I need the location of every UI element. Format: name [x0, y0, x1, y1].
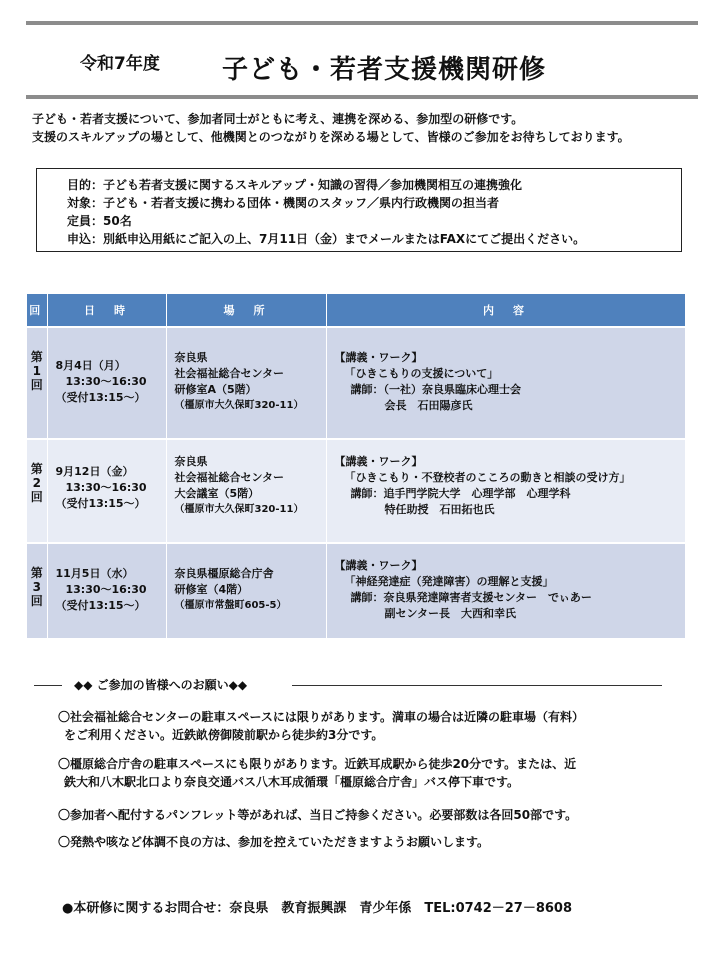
divider	[292, 685, 662, 686]
intro-line: 子ども・若者支援について、参加者同士がともに考え、連携を深める、参加型の研修です。	[32, 112, 524, 126]
schedule-table	[27, 294, 686, 640]
header-place: 場 所	[166, 294, 326, 327]
purpose-text: 目的：子ども若者支援に関するスキルアップ・知識の習得／参加機関相互の連携強化	[67, 178, 523, 192]
page-title: 子ども・若者支援機関研修	[222, 55, 547, 85]
session-content: 【講義・ワーク】 「神経発達症（発達障害）の理解と支援」 講師：奈良県発達障害者支援センター でぃあー 副センター長 大西和幸氏	[326, 543, 685, 639]
session-number: 第 2 回	[27, 439, 47, 543]
notice-health: 〇発熱や咳など体調不良の方は、参加を控えていただきますようお願いします。	[58, 835, 490, 849]
header-datetime: 日 時	[47, 294, 166, 327]
table-row	[27, 543, 685, 639]
notice-parking-center: 〇社会福祉総合センターの駐車スペースには限りがあります。満車の場合は近隣の駐車場（有料） をご利用ください。近鉄畝傍御陵前駅から徒歩約3分です。	[58, 710, 584, 742]
header-session: 回	[27, 294, 47, 327]
title-rule	[26, 95, 698, 99]
session-place: 奈良県橿原総合庁舎 研修室（4階） （橿原市常盤町605-5）	[166, 543, 326, 639]
session-place: 奈良県 社会福祉総合センター 研修室A（5階） （橿原市大久保町320-11）	[166, 327, 326, 439]
notice-heading	[34, 676, 662, 694]
notice-parking-office: 〇橿原総合庁舎の駐車スペースにも限りがあります。近鉄耳成駅から徒歩20分です。または、近 鉄大和八木駅北口より奈良交通バス八木耳成循環「橿原総合庁舎」バス停下車です。	[58, 757, 577, 789]
intro-line: 支援のスキルアップの場として、他機関とのつながりを深める場として、皆様のご参加をお待ちしております。	[32, 130, 630, 144]
session-content: 【講義・ワーク】 「ひきこもり・不登校者のこころの動きと相談の受け方」 講師：追手門学院大学 心理学部 心理学科 特任助授 石田拓也氏	[326, 439, 685, 543]
session-place: 奈良県 社会福祉総合センター 大会議室（5階） （橿原市大久保町320-11）	[166, 439, 326, 543]
session-number: 第 3 回	[27, 543, 47, 639]
contact-info: ●本研修に関するお問合せ：奈良県 教育振興課 青少年係 TEL:0742－27－8608	[62, 901, 573, 916]
divider	[34, 685, 62, 686]
fiscal-year: 令和7年度	[80, 54, 160, 74]
notice-pamphlet: 〇参加者へ配付するパンフレット等があれば、当日ご持参ください。必要部数は各回50部です。	[58, 808, 578, 822]
header-content: 内 容	[326, 294, 685, 327]
table-row	[27, 327, 685, 439]
notice-heading-text: ◆◆ ご参加の皆様へのお願い◆◆	[74, 678, 248, 692]
top-rule	[26, 21, 698, 25]
session-datetime: 9月12日（金） 13:30〜16:30 （受付13:15〜）	[47, 439, 166, 543]
target-text: 対象：子ども・若者支援に携わる団体・機関のスタッフ／県内行政機関の担当者	[67, 196, 500, 210]
capacity-text: 定員：50名	[67, 214, 132, 228]
application-text: 申込：別紙申込用紙にご記入の上、7月11日（金）までメールまたはFAXにてご提出ください。	[67, 232, 586, 246]
table-header-row	[27, 294, 685, 327]
intro-text	[32, 110, 630, 146]
session-number: 第 1 回	[27, 327, 47, 439]
table-row	[27, 439, 685, 543]
info-box	[36, 168, 682, 252]
session-datetime: 11月5日（水） 13:30〜16:30 （受付13:15〜）	[47, 543, 166, 639]
session-datetime: 8月4日（月） 13:30〜16:30 （受付13:15〜）	[47, 327, 166, 439]
session-content: 【講義・ワーク】 「ひきこもりの支援について」 講師：（一社）奈良県臨床心理士会 会長 石田陽彦氏	[326, 327, 685, 439]
